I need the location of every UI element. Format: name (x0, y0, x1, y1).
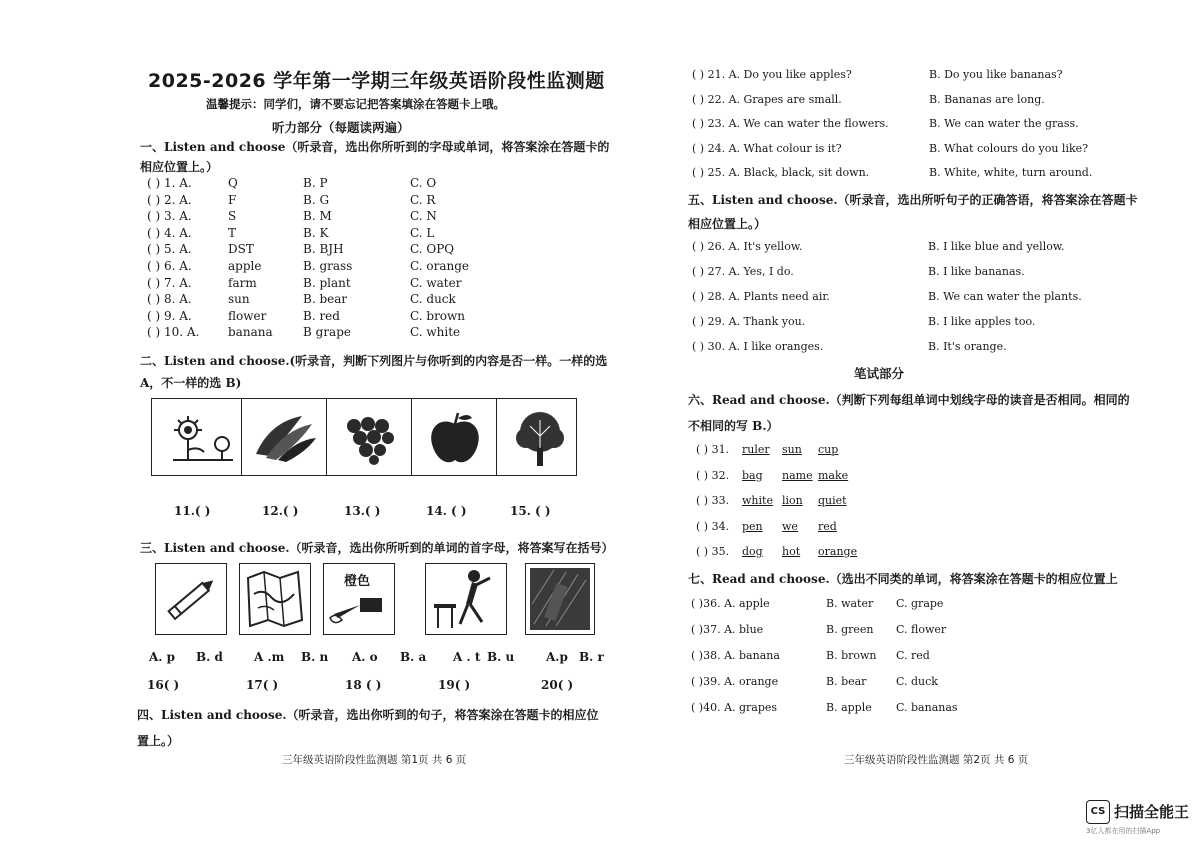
question-3-option-a: S (228, 209, 237, 224)
question-2-option-c: C. R (410, 192, 436, 207)
section-3-box-20 (525, 563, 595, 635)
question-32-word-1: bag (742, 468, 763, 482)
question-2-option-a: F (228, 192, 237, 207)
question-37-option-b: B. green (826, 623, 874, 636)
section-7-instruction: 七、Read and choose.（选出不同类的单词，将答案涂在答题卡的相应位置上 (688, 572, 1118, 586)
question-5-number[interactable]: ( ) 5. A. (147, 242, 192, 257)
question-38-option-b: B. brown (826, 649, 877, 662)
teacher-picture (426, 564, 506, 634)
question-36-option-c: C. grape (896, 597, 944, 610)
question-28-option-b: B. We can water the plants. (928, 290, 1082, 303)
section-5-instruction-cont: 相应位置上。） (688, 217, 767, 231)
question-7-option-b: B. plant (303, 275, 351, 290)
option-19-b: B. u (487, 650, 515, 664)
question-40-option-b: B. apple (826, 701, 872, 714)
question-33-number[interactable]: ( ) 33. (696, 494, 730, 507)
question-9-option-b: B. red (303, 308, 340, 323)
question-31-word-1: ruler (742, 443, 770, 456)
question-27-option-a[interactable]: ( ) 27. A. Yes, I do. (692, 265, 794, 278)
question-23-option-b: B. We can water the grass. (929, 117, 1079, 130)
question-35-word-2: hot (782, 545, 801, 558)
question-29-option-a[interactable]: ( ) 29. A. Thank you. (692, 315, 806, 328)
answer-18[interactable]: 18 ( ) (345, 678, 382, 692)
question-21-option-a[interactable]: ( ) 21. A. Do you like apples? (692, 68, 852, 81)
question-36-option-b: B. water (826, 597, 874, 610)
question-7-option-a: farm (228, 275, 257, 290)
option-17-b: B. n (301, 650, 329, 664)
question-3-option-c: C. N (410, 209, 437, 224)
question-9-option-a: flower (228, 308, 267, 323)
answer-11[interactable]: 11.( ) (174, 504, 211, 518)
question-7-number[interactable]: ( ) 7. A. (147, 275, 192, 290)
question-1-option-b: B. P (303, 176, 328, 190)
page-2-footer: 三年级英语阶段性监测题 第2页 共 6 页 (844, 754, 1029, 766)
watermark-name: 扫描全能王 (1114, 803, 1190, 821)
question-40-option-a[interactable]: ( )40. A. grapes (691, 701, 778, 714)
question-36-option-a[interactable]: ( )36. A. apple (691, 597, 770, 610)
question-40-option-c: C. bananas (896, 701, 958, 714)
question-37-option-a[interactable]: ( )37. A. blue (691, 623, 764, 636)
question-6-option-a: apple (228, 259, 262, 273)
paint-brush-picture (324, 592, 394, 632)
question-29-option-b: B. I like apples too. (928, 315, 1036, 328)
section-4-instruction: 四、Listen and choose.（听录音，选出你听到的句子，将答案涂在答题卡的相应位 (137, 708, 599, 722)
apple-picture (424, 410, 486, 468)
question-10-number[interactable]: ( ) 10. A. (147, 325, 200, 340)
grapes-picture (336, 410, 404, 466)
section-6-instruction: 六、Read and choose.（判断下列每组单词中划线字母的读音是否相同。相同的 (688, 393, 1130, 407)
question-39-option-a[interactable]: ( )39. A. orange (691, 675, 779, 688)
question-28-option-a[interactable]: ( ) 28. A. Plants need air. (692, 290, 830, 303)
tree-picture (510, 408, 570, 470)
question-4-number[interactable]: ( ) 4. A. (147, 225, 192, 240)
question-30-option-b: B. It's orange. (928, 340, 1007, 353)
question-39-option-c: C. duck (896, 675, 938, 688)
question-25-option-b: B. White, white, turn around. (929, 166, 1093, 179)
section-6-instruction-cont: 不相同的写 B.） (688, 419, 779, 433)
section-3-box-17 (239, 563, 311, 635)
question-10-option-b: B grape (303, 325, 351, 340)
page-1-footer: 三年级英语阶段性监测题 第1页 共 6 页 (282, 754, 467, 766)
question-33-word-1: white (742, 494, 773, 507)
question-6-option-b: B. grass (303, 259, 353, 273)
question-34-word-2: we (782, 519, 798, 533)
camscanner-logo-icon: CS (1086, 800, 1110, 824)
page-2 (600, 0, 1200, 847)
question-24-option-b: B. What colours do you like? (929, 141, 1089, 155)
question-1-option-a: Q (228, 176, 238, 190)
question-6-option-c: C. orange (410, 259, 470, 273)
flower-picture (168, 410, 238, 466)
section-2-instruction-cont: A，不一样的选 B) (140, 376, 242, 390)
question-23-option-a[interactable]: ( ) 23. A. We can water the flowers. (692, 117, 889, 130)
section-4-instruction-cont: 置上。） (137, 734, 180, 748)
question-5-option-c: C. OPQ (410, 242, 455, 257)
question-32-word-2: name (782, 468, 813, 482)
answer-12[interactable]: 12.( ) (262, 504, 299, 518)
section-2-instruction: 二、Listen and choose.(听录音，判断下列图片与你听到的内容是否一样。一样的选 (140, 354, 608, 368)
option-17-a: A .m (254, 650, 285, 664)
answer-13[interactable]: 13.( ) (344, 504, 381, 518)
watermark-tagline: 3亿人都在用的扫描App (1086, 827, 1161, 835)
question-5-option-a: DST (228, 242, 254, 257)
question-26-option-a[interactable]: ( ) 26. A. It's yellow. (692, 240, 803, 253)
section-3-instruction: 三、Listen and choose.（听录音，选出你所听到的单词的首字母，将答案写在括号） (140, 541, 614, 555)
question-24-option-a[interactable]: ( ) 24. A. What colour is it? (692, 141, 842, 155)
question-38-option-a[interactable]: ( )38. A. banana (691, 649, 780, 662)
question-25-option-a[interactable]: ( ) 25. A. Black, black, sit down. (692, 166, 870, 179)
question-8-option-a: sun (228, 292, 250, 307)
question-10-option-a: banana (228, 325, 273, 340)
section-3-box-19 (425, 563, 507, 635)
question-7-option-c: C. water (410, 275, 462, 290)
question-10-option-c: C. white (410, 325, 461, 340)
exam-title: 2025-2026 学年第一学期三年级英语阶段性监测题 (148, 70, 605, 92)
question-4-option-b: B. K (303, 225, 329, 240)
question-9-option-c: C. brown (410, 308, 466, 323)
section-5-instruction: 五、Listen and choose.（听录音，选出所听句子的正确答语，将答案涂在答题卡 (688, 193, 1138, 207)
question-35-word-3: orange (818, 545, 858, 558)
question-32-word-3: make (818, 468, 849, 482)
answer-20[interactable]: 20( ) (541, 678, 574, 692)
question-39-option-b: B. bear (826, 675, 867, 688)
question-1-number[interactable]: ( ) 1. A. (147, 176, 192, 190)
question-31-word-3: cup (818, 443, 839, 456)
question-31-number[interactable]: ( ) 31. (696, 443, 730, 456)
writing-header: 笔试部分 (854, 366, 905, 381)
question-2-number[interactable]: ( ) 2. A. (147, 192, 192, 207)
question-6-number[interactable]: ( ) 6. A. (147, 259, 192, 273)
option-20-a: A.p (546, 650, 568, 664)
question-27-option-b: B. I like bananas. (928, 265, 1025, 278)
answer-19[interactable]: 19( ) (438, 678, 471, 692)
section-3-box-16 (155, 563, 227, 635)
answer-16[interactable]: 16( ) (147, 678, 180, 692)
question-3-number[interactable]: ( ) 3. A. (147, 209, 192, 224)
question-1-option-c: C. O (410, 176, 437, 190)
answer-15[interactable]: 15. ( ) (510, 504, 551, 518)
option-18-a: A. o (352, 650, 378, 664)
question-37-option-c: C. flower (896, 623, 947, 636)
question-33-word-3: quiet (818, 494, 847, 507)
question-22-option-b: B. Bananas are long. (929, 92, 1045, 106)
question-8-number[interactable]: ( ) 8. A. (147, 292, 192, 307)
question-35-word-1: dog (742, 545, 763, 558)
option-16-b: B. d (196, 650, 223, 664)
dark-texture-picture (526, 564, 594, 634)
answer-14[interactable]: 14. ( ) (426, 504, 467, 518)
question-31-word-2: sun (782, 443, 802, 456)
question-35-number[interactable]: ( ) 35. (696, 545, 730, 558)
question-26-option-b: B. I like blue and yellow. (928, 240, 1065, 253)
question-38-option-c: C. red (896, 649, 930, 662)
section-3-box-18 (323, 563, 395, 635)
tip-text: 温馨提示：同学们，请不要忘记把答案填涂在答题卡上哦。 (206, 97, 505, 111)
option-16-a: A. p (149, 650, 176, 664)
section-1-instruction: 一、Listen and choose（听录音，选出你所听到的字母或单词，将答案涂在答题卡的 (140, 140, 610, 154)
question-30-option-a[interactable]: ( ) 30. A. I like oranges. (692, 340, 824, 353)
banana-picture (250, 410, 320, 466)
question-5-option-b: B. BJH (303, 242, 344, 257)
option-20-b: B. r (579, 650, 604, 664)
map-picture (240, 564, 310, 634)
question-34-word-1: pen (742, 519, 763, 533)
answer-17[interactable]: 17( ) (246, 678, 279, 692)
question-34-word-3: red (818, 519, 837, 533)
question-4-option-c: C. L (410, 225, 435, 240)
section-1-instruction-cont: 相应位置上。） (140, 160, 219, 174)
question-2-option-b: B. G (303, 192, 330, 207)
question-3-option-b: B. M (303, 209, 332, 224)
question-9-number[interactable]: ( ) 9. A. (147, 308, 192, 323)
question-4-option-a: T (228, 225, 237, 240)
question-21-option-b: B. Do you like bananas? (929, 68, 1063, 81)
question-22-option-a[interactable]: ( ) 22. A. Grapes are small. (692, 92, 842, 106)
question-33-word-2: lion (782, 494, 803, 507)
option-18-b: B. a (400, 650, 427, 664)
question-8-option-b: B. bear (303, 292, 348, 307)
listening-header: 听力部分（每题读两遍） (272, 120, 410, 135)
question-32-number[interactable]: ( ) 32. (696, 468, 730, 482)
option-19-a: A . t (453, 650, 481, 664)
question-8-option-c: C. duck (410, 292, 456, 307)
question-34-number[interactable]: ( ) 34. (696, 519, 730, 533)
orange-color-label: 橙色 (344, 574, 371, 589)
pen-picture (156, 564, 226, 634)
